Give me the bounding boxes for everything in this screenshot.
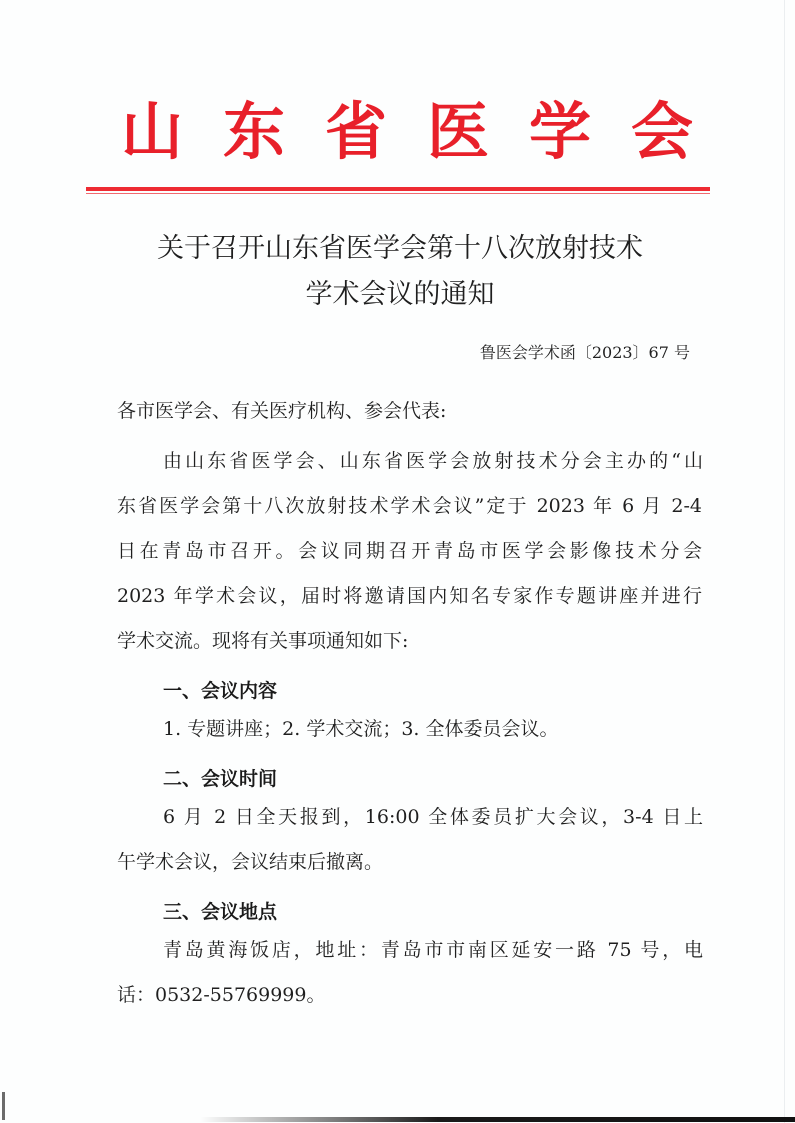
letterhead-divider-thin — [86, 193, 710, 194]
letterhead-char: 东 — [222, 95, 285, 168]
scan-edge-left — [2, 1092, 5, 1120]
section-content-line: 1. 专题讲座；2. 学术交流；3. 全体委员会议。 — [163, 718, 559, 740]
section-heading-venue: 三、会议地点 — [163, 901, 278, 923]
document-number: 鲁医会学术函〔2023〕67 号 — [479, 343, 690, 362]
letterhead-char: 会 — [630, 95, 693, 168]
section-venue-line-2: 话：0532-55769999。 — [117, 984, 326, 1006]
salutation: 各市医学会、有关医疗机构、参会代表: — [117, 400, 447, 422]
intro-line-5: 学术交流。现将有关事项通知如下: — [117, 630, 409, 652]
intro-line-4: 2023 年学术会议，届时将邀请国内知名专家作专题讲座并进行 — [117, 585, 702, 607]
letterhead-char: 医 — [426, 95, 489, 168]
letterhead-char: 省 — [324, 95, 387, 168]
section-heading-time: 二、会议时间 — [163, 768, 278, 790]
intro-line-2: 东省医学会第十八次放射技术学术会议”定于 2023 年 6 月 2-4 — [117, 495, 702, 517]
notice-title-line-2: 学术会议的通知 — [305, 279, 495, 310]
letterhead-title — [112, 92, 702, 172]
section-venue-line-1: 青岛黄海饭店，地址：青岛市市南区延安一路 75 号，电 — [163, 939, 703, 961]
letterhead-divider-thick — [86, 187, 710, 191]
notice-title-line-1: 关于召开山东省医学会第十八次放射技术 — [157, 233, 643, 264]
section-time-line-1: 6 月 2 日全天报到，16:00 全体委员扩大会议，3-4 日上 — [163, 806, 703, 828]
intro-line-3: 日在青岛市召开。会议同期召开青岛市医学会影像技术分会 — [117, 540, 702, 562]
section-time-line-2: 午学术会议，会议结束后撤离。 — [117, 851, 384, 873]
section-heading-content: 一、会议内容 — [163, 680, 278, 702]
scan-edge-bottom — [200, 1117, 795, 1122]
scan-edge-right — [784, 0, 785, 1123]
letterhead-char: 学 — [528, 95, 591, 168]
intro-line-1: 由山东省医学会、山东省医学会放射技术分会主办的“山 — [163, 450, 703, 472]
letterhead-char: 山 — [120, 95, 183, 168]
